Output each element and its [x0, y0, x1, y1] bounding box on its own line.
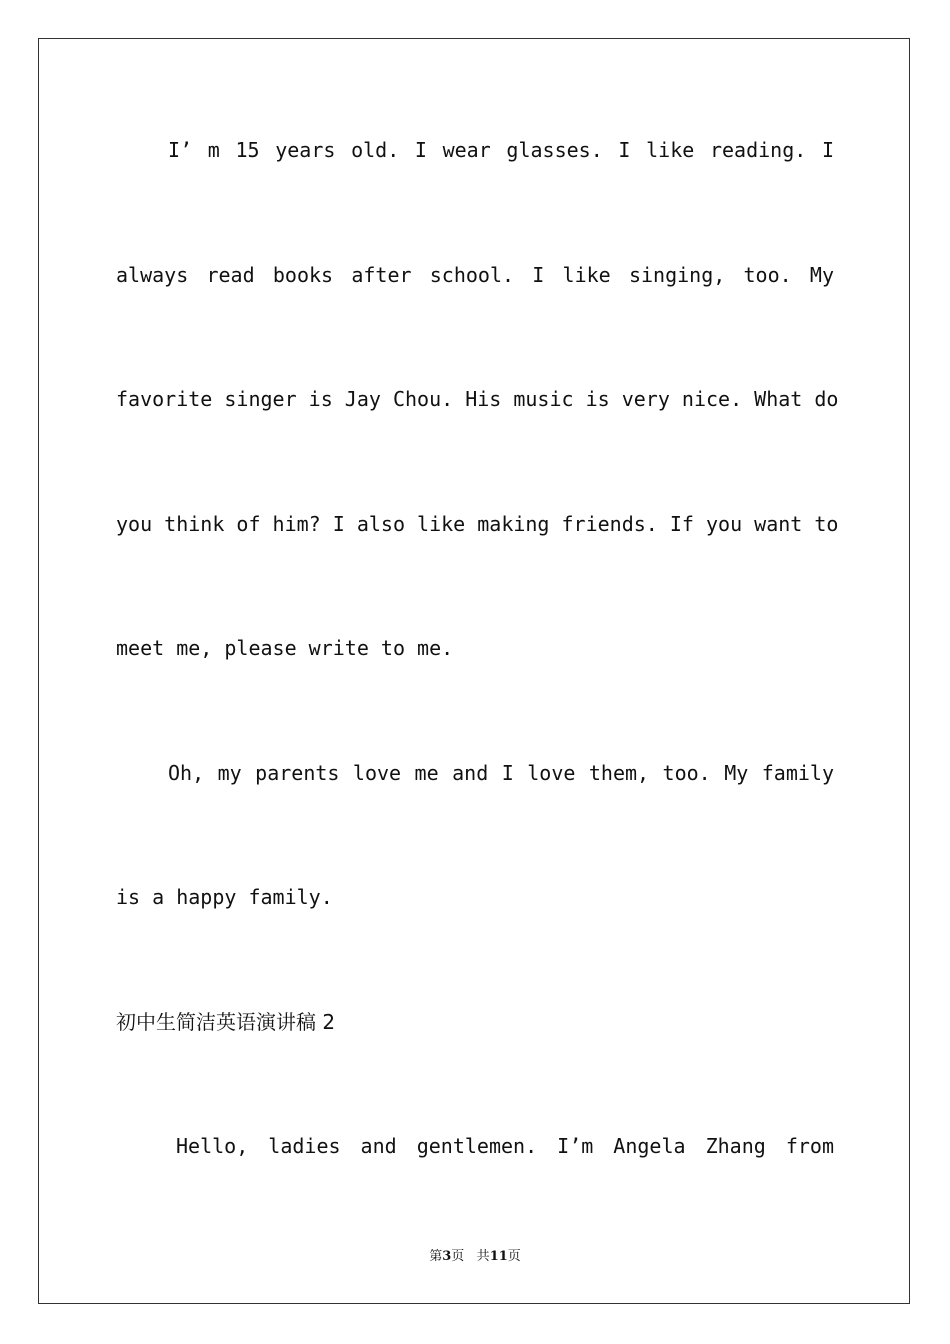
paragraph-1-line-1: I’ m 15 years old. I wear glasses. I like reading. I — [168, 138, 834, 162]
footer-page-suffix: 页 — [451, 1249, 465, 1264]
page-border — [38, 38, 910, 1304]
page-footer — [0, 1248, 950, 1266]
section-heading: 初中生简洁英语演讲稿 2 — [116, 1010, 336, 1034]
footer-total-pages: 11 — [489, 1249, 508, 1264]
paragraph-1-line-4: you think of him? I also like making friends. If you want to — [116, 512, 839, 536]
paragraph-2-line-1: Oh, my parents love me and I love them, too. My family — [168, 761, 834, 785]
paragraph-2-line-2: is a happy family. — [116, 885, 333, 909]
footer-total-prefix: 共 — [476, 1249, 490, 1264]
paragraph-3-line-1: Hello, ladies and gentlemen. I’m Angela Zhang from — [176, 1134, 834, 1158]
paragraph-1-line-5: meet me, please write to me. — [116, 636, 454, 660]
paragraph-1-line-3: favorite singer is Jay Chou. His music is very nice. What do — [116, 387, 839, 411]
footer-page-number: 3 — [442, 1249, 452, 1264]
footer-page-prefix: 第 — [429, 1249, 443, 1264]
footer-total-suffix: 页 — [507, 1249, 521, 1264]
paragraph-1-line-2: always read books after school. I like singing, too. My — [116, 263, 834, 287]
